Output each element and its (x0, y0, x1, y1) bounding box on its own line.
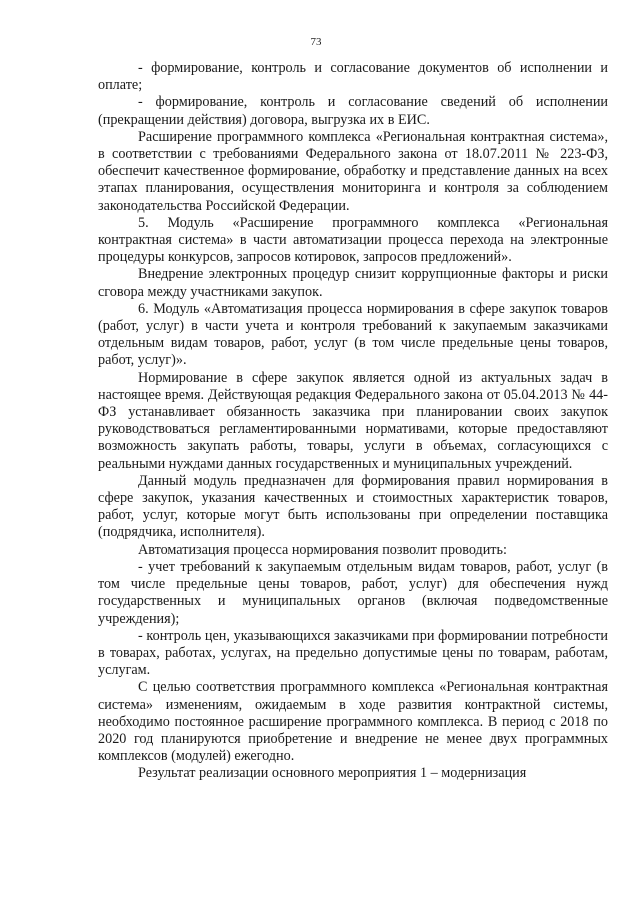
paragraph-documents-payment: - формирование, контроль и согласование документов об исполнении и оплате; (98, 60, 608, 94)
paragraph-rationing-44fz: Нормирование в сфере закупок является одной из актуальных задач в настоящее время. Действующая редакция Федерального закона от 05.04.2013 № 44-ФЗ устанавливает обязанность заказчика при планировании своих закупок руководствоваться регламентированными нормативами, которые предоставляют возможность закупать работы, товары, услуги в объемах, согласующихся с реальными нуждами данных государственных и муниципальных учреждений. (98, 369, 608, 472)
paragraph-requirements-accounting: - учет требований к закупаемым отдельным видам товаров, работ, услуг (в том числе предельные цены товаров, работ, услуг) для обеспечения нужд государственных и муниципальных органов (включая подведомственные учреждения); (98, 558, 608, 627)
paragraph-complex-expansion: С целью соответствия программного комплекса «Региональная контрактная система» изменениям, ожидаемым в ходе развития контрактной системы, необходимо постоянное расширение программного комплекса. В период с 2018 по 2020 год планируются приобретение и внедрение не менее двух программных комплексов (модулей) ежегодно. (98, 679, 608, 765)
paragraph-module-6: 6. Модуль «Автоматизация процесса нормирования в сфере закупок товаров (работ, услуг) в части учета и контроля требований к закупаемым заказчиками отдельным видам товаров, работ, услуг (в том числе предельные цены товаров, работ, услуг)». (98, 300, 608, 369)
paragraph-module-purpose: Данный модуль предназначен для формирования правил нормирования в сфере закупок, указания качественных и стоимостных характеристик товаров, работ, услуг, которые могут быть использованы при определении поставщика (подрядчика, исполнителя). (98, 472, 608, 541)
paragraph-result-activity-1: Результат реализации основного мероприятия 1 – модернизация (138, 765, 527, 782)
paragraph-contract-execution: - формирование, контроль и согласование сведений об исполнении (прекращении действия) договора, выгрузка их в ЕИС. (98, 94, 608, 128)
paragraph-module-5: 5. Модуль «Расширение программного комплекса «Региональная контрактная система» в части автоматизации процесса перехода на электронные процедуры конкурсов, запросов котировок, запросов предложений». (98, 214, 608, 266)
page-body (98, 60, 608, 783)
paragraph-electronic-procedures: Внедрение электронных процедур снизит коррупционные факторы и риски сговора между участниками закупок. (98, 266, 608, 300)
paragraph-automation-intro: Автоматизация процесса нормирования позволит проводить: (138, 541, 507, 558)
paragraph-price-control: - контроль цен, указывающихся заказчиками при формировании потребности в товарах, работах, услугах, на предельно допустимые цены по товарам, работам, услугам. (98, 627, 608, 679)
page-number: 73 (310, 36, 322, 48)
paragraph-223fz-extension: Расширение программного комплекса «Региональная контрактная система», в соответствии с требованиями Федерального закона от 18.07.2011 № 223-ФЗ, обеспечит качественное формирование, обработку и представление данных на всех этапах планирования, осуществления мониторинга и контроля за соблюдением законодательства Российской Федерации. (98, 128, 608, 214)
